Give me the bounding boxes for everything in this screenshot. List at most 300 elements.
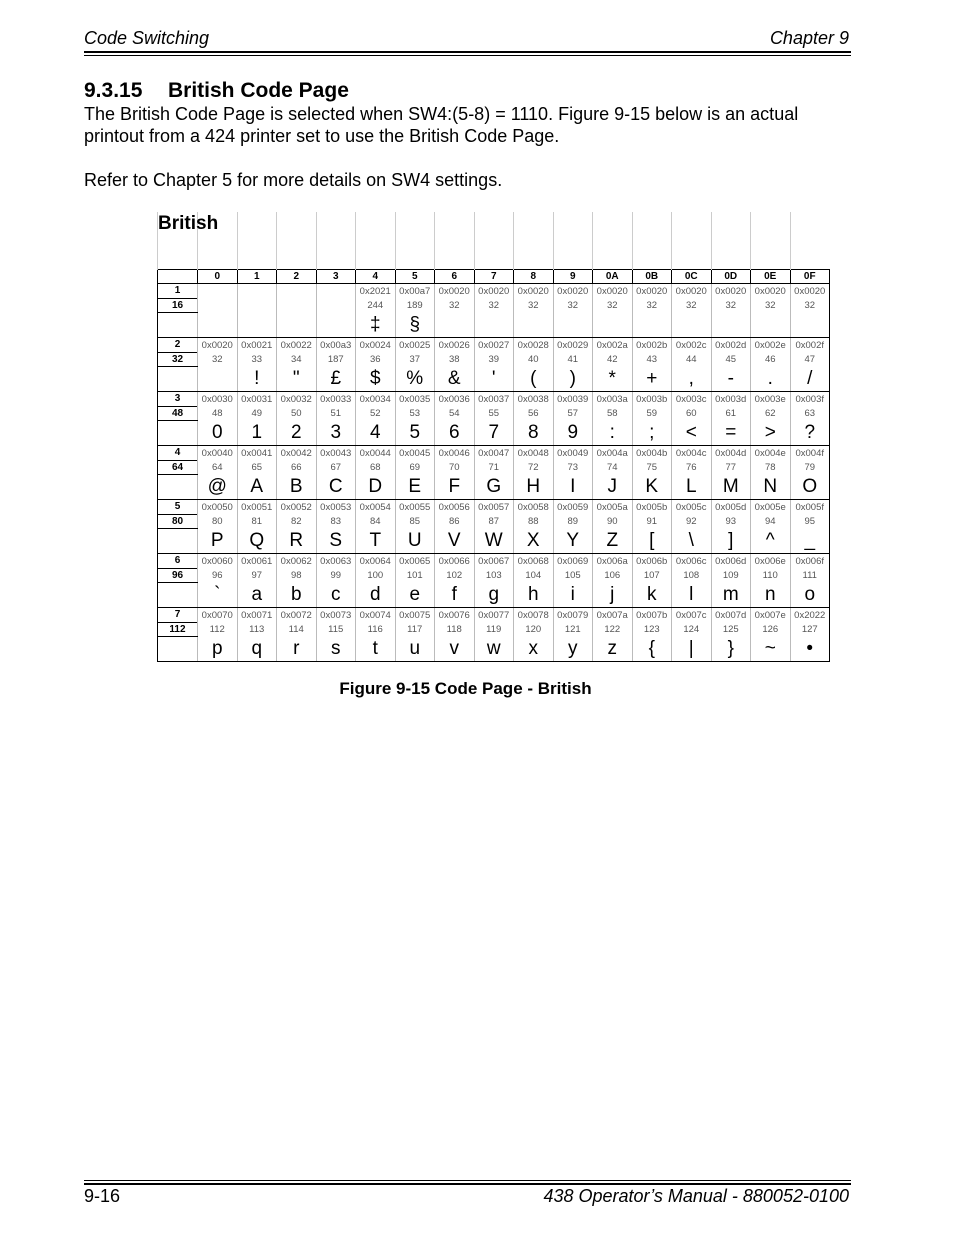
- cell-decimal-code: 104: [514, 568, 554, 582]
- cell-decimal-code: 32: [790, 298, 830, 312]
- cell-character: [514, 312, 554, 338]
- cell-character: $: [356, 366, 396, 392]
- manual-title: 438 Operator’s Manual - 880052-0100: [543, 1186, 849, 1206]
- row-label: 4: [158, 446, 198, 461]
- cell-hex-code: 0x0034: [356, 392, 396, 407]
- cell-hex-code: 0x002b: [632, 338, 672, 353]
- cell-decimal-code: 90: [593, 514, 633, 528]
- cell-hex-code: 0x004b: [632, 446, 672, 461]
- cell-decimal-code: 52: [356, 406, 396, 420]
- cell-decimal-code: 85: [395, 514, 435, 528]
- cell-character: P: [198, 528, 238, 554]
- cell-character: =: [711, 420, 751, 446]
- cell-decimal-code: 56: [514, 406, 554, 420]
- cell-hex-code: 0x003e: [751, 392, 791, 407]
- cell-decimal-code: 123: [632, 622, 672, 636]
- cell-decimal-code: 32: [751, 298, 791, 312]
- cell-decimal-code: 120: [514, 622, 554, 636]
- cell-hex-code: 0x0022: [277, 338, 317, 353]
- cell-hex-code: 0x005c: [672, 500, 712, 515]
- cell-hex-code: 0x0043: [316, 446, 356, 461]
- cell-decimal-code: 57: [553, 406, 593, 420]
- cell-character: ): [553, 366, 593, 392]
- cell-character: H: [514, 474, 554, 500]
- cell-hex-code: 0x006f: [790, 554, 830, 569]
- cell-decimal-code: 48: [198, 406, 238, 420]
- cell-character: h: [514, 582, 554, 608]
- cell-decimal-code: 45: [711, 352, 751, 366]
- cell-hex-code: 0x007d: [711, 608, 751, 623]
- cell-decimal-code: 87: [474, 514, 514, 528]
- cell-decimal-code: 102: [435, 568, 475, 582]
- cell-character: 0: [198, 420, 238, 446]
- cell-decimal-code: 124: [672, 622, 712, 636]
- cell-character: r: [277, 636, 317, 662]
- row-label: 3: [158, 392, 198, 407]
- cell-character: l: [672, 582, 712, 608]
- cell-character: ': [474, 366, 514, 392]
- cell-character: V: [435, 528, 475, 554]
- cell-hex-code: 0x0030: [198, 392, 238, 407]
- cell-hex-code: 0x0024: [356, 338, 396, 353]
- cell-character: [553, 312, 593, 338]
- cell-hex-code: 0x007b: [632, 608, 672, 623]
- cell-hex-code: 0x0076: [435, 608, 475, 623]
- cell-hex-code: 0x0067: [474, 554, 514, 569]
- cell-hex-code: 0x0064: [356, 554, 396, 569]
- cell-decimal-code: 50: [277, 406, 317, 420]
- cell-hex-code: 0x0045: [395, 446, 435, 461]
- cell-decimal-code: 115: [316, 622, 356, 636]
- cell-decimal-code: 127: [790, 622, 830, 636]
- cell-hex-code: 0x0041: [237, 446, 277, 461]
- cell-decimal-code: 70: [435, 460, 475, 474]
- cell-decimal-code: 32: [672, 298, 712, 312]
- cell-character: ‡: [356, 312, 396, 338]
- column-header: 0C: [672, 270, 712, 284]
- cell-hex-code: 0x0020: [593, 284, 633, 299]
- cell-decimal-code: 33: [237, 352, 277, 366]
- cell-hex-code: 0x006d: [711, 554, 751, 569]
- column-header: 5: [395, 270, 435, 284]
- cell-decimal-code: 78: [751, 460, 791, 474]
- cell-hex-code: 0x0032: [277, 392, 317, 407]
- table-row: [158, 608, 830, 623]
- cell-decimal-code: 108: [672, 568, 712, 582]
- cell-hex-code: 0x005f: [790, 500, 830, 515]
- cell-decimal-code: 32: [632, 298, 672, 312]
- row-decimal-label: 96: [158, 568, 198, 582]
- cell-hex-code: 0x004f: [790, 446, 830, 461]
- cell-character: D: [356, 474, 396, 500]
- cell-hex-code: 0x002e: [751, 338, 791, 353]
- cell-decimal-code: 39: [474, 352, 514, 366]
- cell-decimal-code: 42: [593, 352, 633, 366]
- cell-character: d: [356, 582, 396, 608]
- cell-character: [632, 312, 672, 338]
- cell-character: {: [632, 636, 672, 662]
- cell-decimal-code: 99: [316, 568, 356, 582]
- cell-hex-code: 0x0020: [632, 284, 672, 299]
- footer-rule-thin: [84, 1180, 851, 1181]
- cell-hex-code: 0x003f: [790, 392, 830, 407]
- cell-character: `: [198, 582, 238, 608]
- cell-decimal-code: [198, 298, 238, 312]
- code-page-figure: [157, 212, 829, 659]
- cell-hex-code: 0x003d: [711, 392, 751, 407]
- cell-character: 8: [514, 420, 554, 446]
- cell-character: .: [751, 366, 791, 392]
- column-header: 0: [198, 270, 238, 284]
- cell-character: [316, 312, 356, 338]
- cell-character: E: [395, 474, 435, 500]
- cell-character: ~: [751, 636, 791, 662]
- cell-hex-code: 0x0053: [316, 500, 356, 515]
- cell-hex-code: [316, 284, 356, 299]
- row-label: 7: [158, 608, 198, 623]
- column-header: 8: [514, 270, 554, 284]
- cell-decimal-code: 84: [356, 514, 396, 528]
- cell-decimal-code: 86: [435, 514, 475, 528]
- cell-character: •: [790, 636, 830, 662]
- cell-decimal-code: 49: [237, 406, 277, 420]
- cell-hex-code: 0x002a: [593, 338, 633, 353]
- cell-character: [198, 366, 238, 392]
- cell-hex-code: 0x0074: [356, 608, 396, 623]
- cell-character: Q: [237, 528, 277, 554]
- cell-character: [711, 312, 751, 338]
- cell-decimal-code: 34: [277, 352, 317, 366]
- cell-character: _: [790, 528, 830, 554]
- cell-character: @: [198, 474, 238, 500]
- cell-hex-code: 0x0051: [237, 500, 277, 515]
- cell-decimal-code: 107: [632, 568, 672, 582]
- cell-decimal-code: 66: [277, 460, 317, 474]
- cell-character: y: [553, 636, 593, 662]
- cell-character: b: [277, 582, 317, 608]
- cell-hex-code: 0x004e: [751, 446, 791, 461]
- cell-hex-code: 0x0071: [237, 608, 277, 623]
- cell-character: <: [672, 420, 712, 446]
- cell-decimal-code: 64: [198, 460, 238, 474]
- cell-hex-code: 0x0037: [474, 392, 514, 407]
- cell-decimal-code: 91: [632, 514, 672, 528]
- cell-character: [198, 312, 238, 338]
- cell-decimal-code: 32: [474, 298, 514, 312]
- cell-decimal-code: 32: [553, 298, 593, 312]
- cell-decimal-code: 41: [553, 352, 593, 366]
- cell-character: :: [593, 420, 633, 446]
- cell-hex-code: 0x006c: [672, 554, 712, 569]
- cell-character: v: [435, 636, 475, 662]
- column-header: 0B: [632, 270, 672, 284]
- cell-character: J: [593, 474, 633, 500]
- cell-hex-code: 0x0049: [553, 446, 593, 461]
- cell-character: x: [514, 636, 554, 662]
- cell-hex-code: 0x003a: [593, 392, 633, 407]
- cell-character: 2: [277, 420, 317, 446]
- cell-character: £: [316, 366, 356, 392]
- cell-decimal-code: 83: [316, 514, 356, 528]
- cell-character: [751, 312, 791, 338]
- cell-character: %: [395, 366, 435, 392]
- cell-character: 5: [395, 420, 435, 446]
- cell-character: I: [553, 474, 593, 500]
- cell-decimal-code: 117: [395, 622, 435, 636]
- row-decimal-label: 64: [158, 460, 198, 474]
- cell-hex-code: 0x00a3: [316, 338, 356, 353]
- cell-hex-code: 0x0031: [237, 392, 277, 407]
- cell-character: ": [277, 366, 317, 392]
- cell-decimal-code: [316, 298, 356, 312]
- cell-hex-code: 0x003c: [672, 392, 712, 407]
- cell-decimal-code: 40: [514, 352, 554, 366]
- cell-character: Y: [553, 528, 593, 554]
- row-decimal-label: 80: [158, 514, 198, 528]
- section-number: 9.3.15: [84, 79, 143, 102]
- cell-hex-code: 0x0047: [474, 446, 514, 461]
- cell-decimal-code: 116: [356, 622, 396, 636]
- column-header: 9: [553, 270, 593, 284]
- column-header: 0F: [790, 270, 830, 284]
- cell-hex-code: 0x005a: [593, 500, 633, 515]
- cell-character: R: [277, 528, 317, 554]
- cell-decimal-code: 80: [198, 514, 238, 528]
- cell-hex-code: 0x0075: [395, 608, 435, 623]
- cell-hex-code: 0x0070: [198, 608, 238, 623]
- row-label: 1: [158, 284, 198, 299]
- column-header: 2: [277, 270, 317, 284]
- section-title: British Code Page: [168, 79, 349, 102]
- cell-decimal-code: 93: [711, 514, 751, 528]
- cell-decimal-code: 67: [316, 460, 356, 474]
- header-rule: [84, 51, 851, 53]
- cell-hex-code: [277, 284, 317, 299]
- cell-decimal-code: 32: [435, 298, 475, 312]
- cell-hex-code: 0x0066: [435, 554, 475, 569]
- cell-character: f: [435, 582, 475, 608]
- cell-hex-code: 0x0060: [198, 554, 238, 569]
- table-row: [158, 338, 830, 353]
- cell-character: B: [277, 474, 317, 500]
- cell-hex-code: 0x0040: [198, 446, 238, 461]
- cell-hex-code: 0x007c: [672, 608, 712, 623]
- cell-decimal-code: 98: [277, 568, 317, 582]
- cell-decimal-code: 89: [553, 514, 593, 528]
- cell-hex-code: 0x0069: [553, 554, 593, 569]
- cell-hex-code: 0x0020: [751, 284, 791, 299]
- cell-decimal-code: 125: [711, 622, 751, 636]
- cell-decimal-code: 189: [395, 298, 435, 312]
- cell-decimal-code: 32: [711, 298, 751, 312]
- cell-hex-code: 0x003b: [632, 392, 672, 407]
- row-decimal-label: 112: [158, 622, 198, 636]
- cell-character: G: [474, 474, 514, 500]
- header-rule-thin: [84, 55, 851, 56]
- cell-character: \: [672, 528, 712, 554]
- cell-character: [672, 312, 712, 338]
- cell-character: &: [435, 366, 475, 392]
- cell-character: Z: [593, 528, 633, 554]
- cell-character: [277, 312, 317, 338]
- cell-character: 1: [237, 420, 277, 446]
- cell-hex-code: 0x0027: [474, 338, 514, 353]
- cell-character: u: [395, 636, 435, 662]
- cell-hex-code: [237, 284, 277, 299]
- cell-hex-code: 0x0056: [435, 500, 475, 515]
- row-label-blank: [158, 528, 198, 554]
- cell-decimal-code: 37: [395, 352, 435, 366]
- cell-decimal-code: 112: [198, 622, 238, 636]
- cell-character: ;: [632, 420, 672, 446]
- cell-hex-code: 0x007a: [593, 608, 633, 623]
- row-label-blank: [158, 366, 198, 392]
- reference-paragraph: Refer to Chapter 5 for more details on SW4 settings.: [84, 170, 503, 190]
- cell-decimal-code: 187: [316, 352, 356, 366]
- cell-decimal-code: 82: [277, 514, 317, 528]
- cell-decimal-code: 63: [790, 406, 830, 420]
- column-header: 0A: [593, 270, 633, 284]
- corner-cell: [158, 270, 198, 284]
- row-label-blank: [158, 312, 198, 338]
- cell-hex-code: 0x0020: [790, 284, 830, 299]
- table-row: [158, 446, 830, 461]
- cell-character: e: [395, 582, 435, 608]
- cell-character: a: [237, 582, 277, 608]
- cell-decimal-code: 81: [237, 514, 277, 528]
- cell-character: W: [474, 528, 514, 554]
- cell-character: c: [316, 582, 356, 608]
- column-header: 7: [474, 270, 514, 284]
- cell-character: M: [711, 474, 751, 500]
- cell-hex-code: 0x002f: [790, 338, 830, 353]
- cell-character: §: [395, 312, 435, 338]
- cell-hex-code: 0x007e: [751, 608, 791, 623]
- cell-character: 6: [435, 420, 475, 446]
- cell-hex-code: 0x2021: [356, 284, 396, 299]
- cell-character: }: [711, 636, 751, 662]
- cell-character: 3: [316, 420, 356, 446]
- row-decimal-label: 32: [158, 352, 198, 366]
- page-number: 9-16: [84, 1186, 121, 1206]
- cell-hex-code: 0x0020: [474, 284, 514, 299]
- cell-hex-code: 0x0036: [435, 392, 475, 407]
- cell-decimal-code: 60: [672, 406, 712, 420]
- cell-decimal-code: 110: [751, 568, 791, 582]
- figure-title: British: [158, 213, 219, 234]
- cell-character: [237, 312, 277, 338]
- cell-decimal-code: 113: [237, 622, 277, 636]
- cell-decimal-code: 111: [790, 568, 830, 582]
- running-header-left: Code Switching: [84, 28, 210, 48]
- cell-hex-code: 0x006e: [751, 554, 791, 569]
- row-label-blank: [158, 636, 198, 662]
- cell-hex-code: 0x005b: [632, 500, 672, 515]
- column-header: 1: [237, 270, 277, 284]
- cell-hex-code: 0x0062: [277, 554, 317, 569]
- cell-decimal-code: 58: [593, 406, 633, 420]
- cell-character: [474, 312, 514, 338]
- cell-decimal-code: 44: [672, 352, 712, 366]
- cell-hex-code: 0x0065: [395, 554, 435, 569]
- cell-character: g: [474, 582, 514, 608]
- cell-decimal-code: 92: [672, 514, 712, 528]
- cell-decimal-code: 32: [198, 352, 238, 366]
- cell-hex-code: 0x00a7: [395, 284, 435, 299]
- cell-decimal-code: 61: [711, 406, 751, 420]
- cell-decimal-code: 105: [553, 568, 593, 582]
- cell-character: ]: [711, 528, 751, 554]
- cell-decimal-code: 114: [277, 622, 317, 636]
- cell-character: X: [514, 528, 554, 554]
- cell-decimal-code: 68: [356, 460, 396, 474]
- code-page-table: [157, 212, 830, 662]
- cell-hex-code: 0x0072: [277, 608, 317, 623]
- row-label-blank: [158, 474, 198, 500]
- cell-hex-code: 0x0026: [435, 338, 475, 353]
- cell-decimal-code: 79: [790, 460, 830, 474]
- cell-hex-code: [198, 284, 238, 299]
- cell-hex-code: 0x0077: [474, 608, 514, 623]
- column-header: 6: [435, 270, 475, 284]
- cell-hex-code: 0x002d: [711, 338, 751, 353]
- cell-hex-code: 0x0057: [474, 500, 514, 515]
- running-header-right: Chapter 9: [769, 28, 849, 48]
- cell-character: ?: [790, 420, 830, 446]
- cell-hex-code: 0x004a: [593, 446, 633, 461]
- intro-paragraph: The British Code Page is selected when SW4:(5-8) = 1110. Figure 9-15 below is an actual printout from a 424 printer set to use the British Code Page.: [84, 104, 799, 146]
- cell-character: [790, 312, 830, 338]
- cell-hex-code: 0x0020: [553, 284, 593, 299]
- cell-decimal-code: 53: [395, 406, 435, 420]
- cell-hex-code: 0x0052: [277, 500, 317, 515]
- cell-decimal-code: 59: [632, 406, 672, 420]
- cell-character: j: [593, 582, 633, 608]
- cell-hex-code: 0x0020: [435, 284, 475, 299]
- cell-hex-code: 0x0078: [514, 608, 554, 623]
- cell-decimal-code: 69: [395, 460, 435, 474]
- cell-character: C: [316, 474, 356, 500]
- cell-hex-code: 0x0033: [316, 392, 356, 407]
- cell-character: /: [790, 366, 830, 392]
- row-label: 5: [158, 500, 198, 515]
- cell-decimal-code: 74: [593, 460, 633, 474]
- cell-character: K: [632, 474, 672, 500]
- cell-character: |: [672, 636, 712, 662]
- cell-character: i: [553, 582, 593, 608]
- cell-character: o: [790, 582, 830, 608]
- cell-character: >: [751, 420, 791, 446]
- cell-decimal-code: 95: [790, 514, 830, 528]
- cell-decimal-code: 121: [553, 622, 593, 636]
- cell-character: A: [237, 474, 277, 500]
- section-heading: [84, 79, 349, 103]
- cell-hex-code: 0x2022: [790, 608, 830, 623]
- cell-character: [: [632, 528, 672, 554]
- cell-hex-code: 0x0042: [277, 446, 317, 461]
- cell-decimal-code: 47: [790, 352, 830, 366]
- cell-hex-code: 0x006b: [632, 554, 672, 569]
- cell-character: -: [711, 366, 751, 392]
- cell-hex-code: 0x0063: [316, 554, 356, 569]
- cell-decimal-code: 119: [474, 622, 514, 636]
- table-row: [158, 392, 830, 407]
- row-decimal-label: 16: [158, 298, 198, 312]
- cell-hex-code: 0x0020: [672, 284, 712, 299]
- cell-character: z: [593, 636, 633, 662]
- cell-character: ^: [751, 528, 791, 554]
- cell-character: w: [474, 636, 514, 662]
